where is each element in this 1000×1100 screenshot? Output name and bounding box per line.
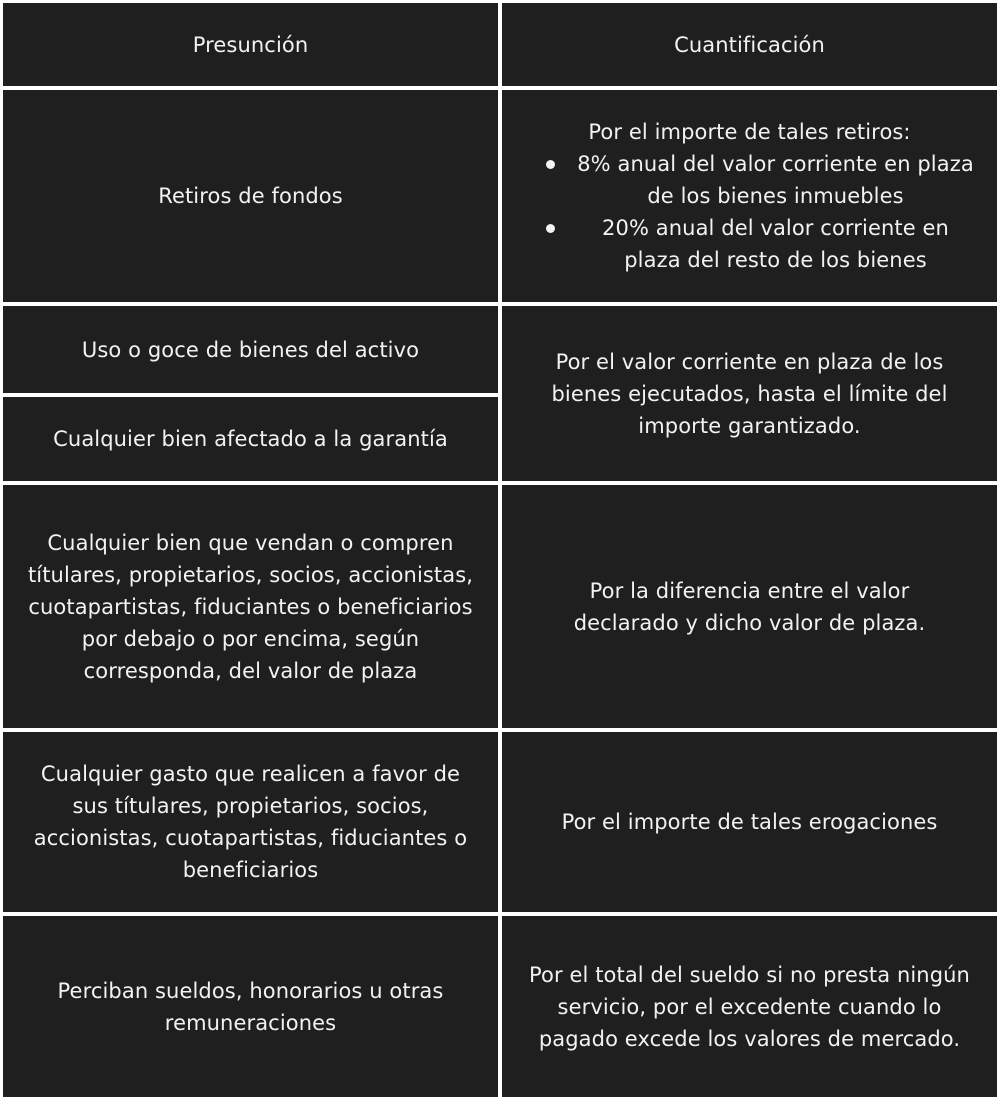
list-item — [522, 148, 977, 212]
header-quantification — [502, 3, 997, 86]
row-1-presumption — [3, 90, 498, 302]
list-item-text: 20% anual del valor corriente en plaza del resto de los bienes — [602, 216, 949, 272]
row-1-quantification — [502, 90, 997, 302]
row-3-presumption — [3, 485, 498, 728]
list-item-text: 8% anual del valor corriente en plaza de los bienes inmuebles — [577, 152, 974, 208]
row-4-quantification-text: Por el importe de tales erogaciones — [561, 810, 938, 834]
row-1-quantification-list — [522, 148, 977, 276]
row-2b-presumption-text: Cualquier bien afectado a la garantía — [53, 427, 448, 451]
row-5-quantification-text: Por el total del sueldo si no presta ningún servicio, por el excedente cuando lo pagado excede los valores de mercado. — [529, 962, 970, 1051]
row-2a-presumption — [3, 306, 498, 393]
row-1-quantification-intro: Por el importe de tales retiros: — [588, 120, 911, 144]
header-presumption-label: Presunción — [192, 32, 309, 57]
bullet-icon — [546, 160, 555, 169]
row-3-quantification-text: Por la diferencia entre el valor declarado y dicho valor de plaza. — [573, 578, 926, 635]
row-3-quantification — [502, 485, 997, 728]
row-4-presumption-text: Cualquier gasto que realicen a favor de sus títulares, propietarios, socios, accionistas, cuotapartistas, fiduciantes o beneficiarios — [33, 762, 468, 882]
header-presumption — [3, 3, 498, 86]
row-3-presumption-text: Cualquier bien que vendan o compren títulares, propietarios, socios, accionistas, cuotapartistas, fiduciantes o beneficiarios por debajo o por encima, según corresponda, del valor de plaza — [27, 530, 474, 683]
row-2-quantification — [502, 306, 997, 481]
row-4-quantification — [502, 732, 997, 912]
list-item — [522, 212, 977, 276]
row-2-quantification-text: Por el valor corriente en plaza de los bienes ejecutados, hasta el límite del importe garantizado. — [551, 349, 948, 438]
header-quantification-label: Cuantificación — [674, 32, 825, 57]
row-1-presumption-text: Retiros de fondos — [158, 184, 343, 208]
row-5-quantification — [502, 916, 997, 1097]
row-2b-presumption — [3, 397, 498, 481]
row-2a-presumption-text: Uso o goce de bienes del activo — [81, 337, 420, 362]
row-5-presumption-text: Perciban sueldos, honorarios u otras remuneraciones — [57, 978, 444, 1035]
row-5-presumption — [3, 916, 498, 1097]
bullet-icon — [546, 224, 555, 233]
row-4-presumption — [3, 732, 498, 912]
